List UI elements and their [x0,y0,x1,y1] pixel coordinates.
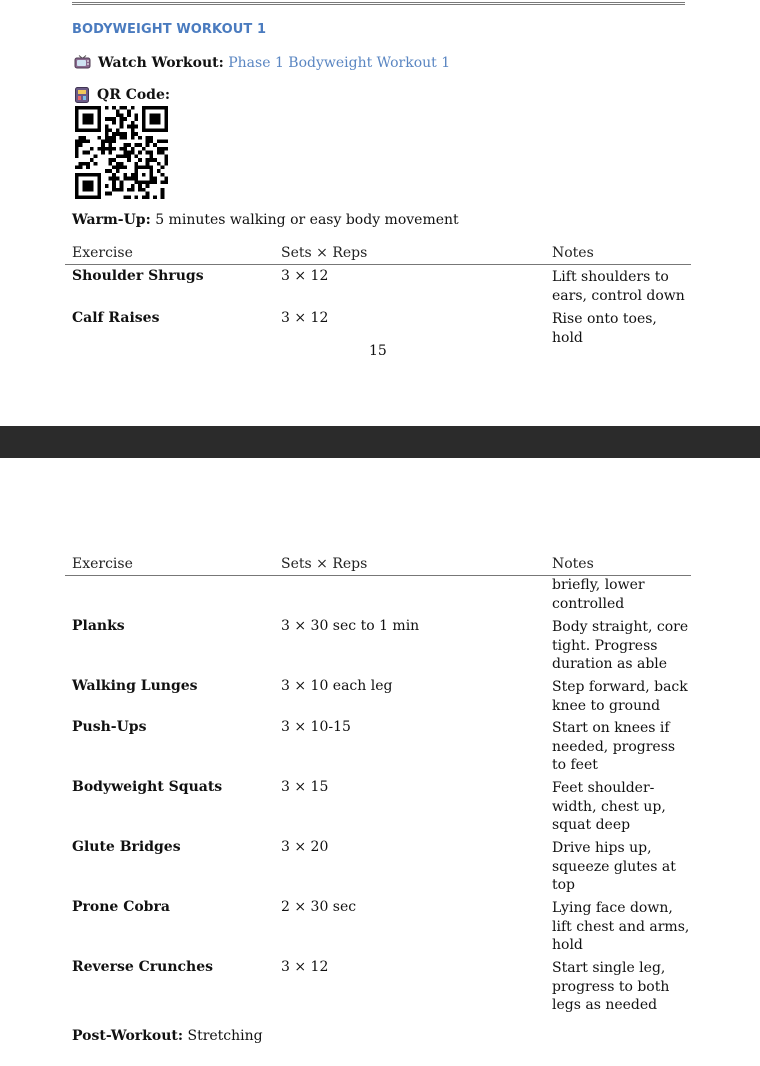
table2-header-sets: Sets × Reps [281,556,368,572]
table-row-exercise: Push-Ups [72,719,147,735]
table-row-sets: 2 × 30 sec [281,899,357,915]
table-row-notes: Drive hips up, squeeze glutes at top [552,840,676,893]
post-workout-text: Stretching [187,1028,263,1044]
table-row-notes: Lift shoulders to ears, control down [552,269,685,304]
table-row-exercise: Planks [72,618,125,634]
table-row-sets: 3 × 10-15 [281,719,351,735]
qr-badge-icon [75,87,89,103]
table-row-exercise: Shoulder Shrugs [72,268,204,284]
table1-header-notes: Notes [552,245,594,261]
tv-icon [74,55,91,69]
table-row-sets: 3 × 15 [281,779,329,795]
qr-code-label: QR Code: [97,87,171,103]
table2-header-exercise: Exercise [72,556,133,572]
warmup-line [72,212,459,228]
warmup-label: Warm-Up: [72,212,151,228]
table-row-sets: 3 × 20 [281,839,329,855]
page-break-bar [0,426,760,458]
table-row-sets: 3 × 12 [281,310,329,326]
table-row-sets: 3 × 12 [281,268,329,284]
table-row-exercise: Walking Lunges [72,678,198,694]
table-row-notes: Feet shoulder-width, chest up, squat deep [552,780,666,833]
table-row-exercise: Reverse Crunches [72,959,213,975]
table-row-notes: Lying face down, lift chest and arms, hold [552,900,690,953]
section-title: BODYWEIGHT WORKOUT 1 [72,22,267,37]
watch-workout-link[interactable]: Phase 1 Bodyweight Workout 1 [228,55,451,71]
watch-workout-line [98,55,450,71]
table-row-sets: 3 × 12 [281,959,329,975]
qr-code-graphic [74,106,169,199]
table-row-notes: Step forward, back knee to ground [552,679,688,714]
table2-header-notes: Notes [552,556,594,572]
table1-header-rule [65,264,691,265]
watch-workout-label: Watch Workout: [98,55,224,71]
table-row-sets: 3 × 10 each leg [281,678,393,694]
table-row-exercise: Calf Raises [72,310,160,326]
table-row-exercise: Prone Cobra [72,899,170,915]
warmup-text: 5 minutes walking or easy body movement [155,212,459,228]
table-row-sets: 3 × 30 sec to 1 min [281,618,420,634]
qr-code-image[interactable] [74,106,169,199]
table1-header-exercise: Exercise [72,245,133,261]
continued-notes: briefly, lower controlled [552,577,645,612]
post-workout-line [72,1028,263,1044]
table-row-notes: Start on knees if needed, progress to feet [552,720,676,773]
top-rule [72,2,685,5]
table1-header-sets: Sets × Reps [281,245,368,261]
table-row-exercise: Bodyweight Squats [72,779,223,795]
table-row-notes: Rise onto toes, hold [552,311,657,346]
table-row-exercise: Glute Bridges [72,839,181,855]
page-number: 15 [369,343,387,359]
post-workout-label: Post-Workout: [72,1028,184,1044]
table-row-notes: Start single leg, progress to both legs as needed [552,960,670,1013]
table-row-notes: Body straight, core tight. Progress duration as able [552,619,689,672]
